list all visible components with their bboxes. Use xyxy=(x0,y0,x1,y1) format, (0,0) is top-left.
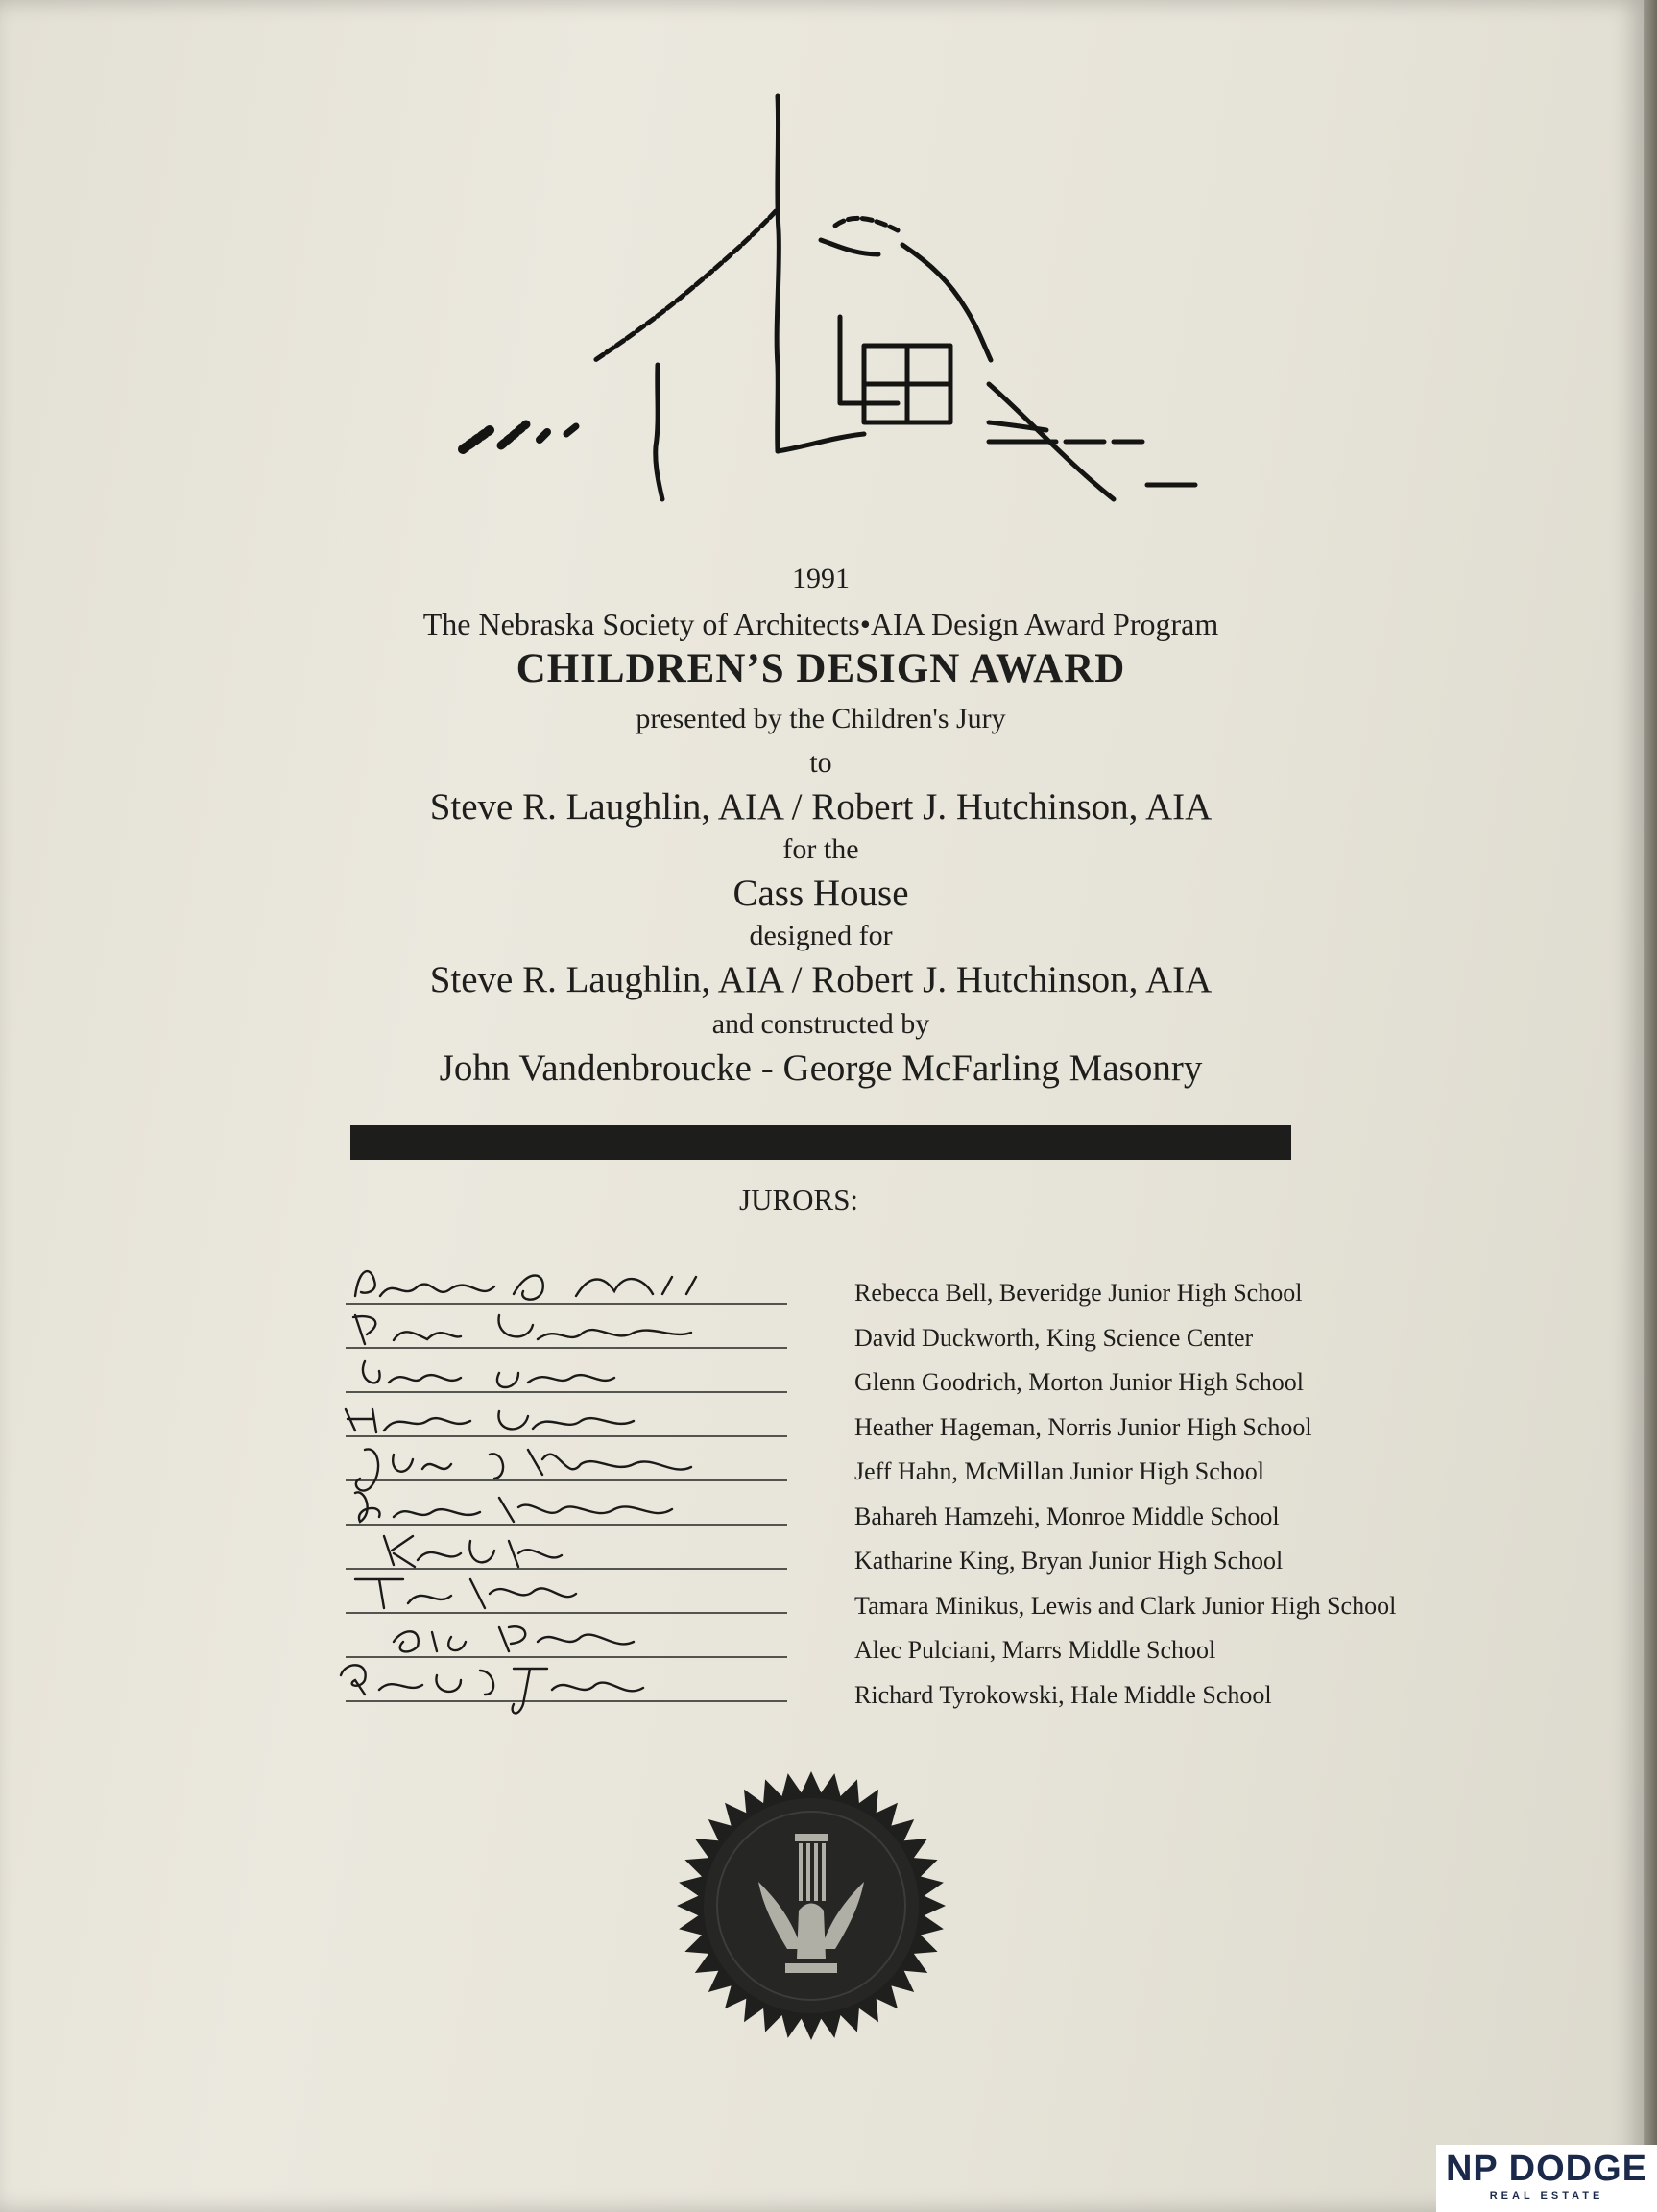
juror-name: Katharine King, Bryan Junior High School xyxy=(854,1547,1284,1575)
builders-line: John Vandenbroucke - George McFarling Masonry xyxy=(439,1047,1203,1089)
house-sketch-drawing xyxy=(451,77,1200,518)
client-line: Steve R. Laughlin, AIA / Robert J. Hutchinson, AIA xyxy=(429,959,1213,1000)
award-year: 1991 xyxy=(792,563,850,594)
project-name: Cass House xyxy=(732,873,909,914)
juror-name: David Duckworth, King Science Center xyxy=(854,1323,1254,1352)
aia-seal-icon xyxy=(672,1767,950,2045)
juror-name: Alec Pulciani, Marrs Middle School xyxy=(854,1636,1216,1664)
organization-line: The Nebraska Society of Architects•AIA Design Award Program xyxy=(422,607,1219,641)
juror-name: Jeff Hahn, McMillan Junior High School xyxy=(854,1457,1265,1485)
jurors-heading: JURORS: xyxy=(739,1183,859,1216)
designed-for-line: designed for xyxy=(749,920,893,951)
to-line: to xyxy=(809,747,832,779)
frame-edge xyxy=(1644,0,1657,2212)
juror-name: Richard Tyrokowski, Hale Middle School xyxy=(854,1680,1272,1709)
for-the-line: for the xyxy=(782,833,859,865)
juror-name: Heather Hageman, Norris Junior High School xyxy=(854,1412,1312,1441)
juror-name: Rebecca Bell, Beveridge Junior High School xyxy=(854,1279,1303,1307)
recipients-line: Steve R. Laughlin, AIA / Robert J. Hutchinson, AIA xyxy=(429,786,1213,828)
juror-signatures xyxy=(326,1248,826,1719)
juror-name: Bahareh Hamzehi, Monroe Middle School xyxy=(854,1502,1280,1530)
constructed-by-line: and constructed by xyxy=(711,1008,930,1040)
award-title: CHILDREN’S DESIGN AWARD xyxy=(516,646,1126,691)
divider-bar xyxy=(350,1125,1291,1160)
juror-name: Tamara Minikus, Lewis and Clark Junior High School xyxy=(854,1591,1397,1620)
logo-tagline: REAL ESTATE xyxy=(1489,2190,1604,2201)
presented-by-line: presented by the Children's Jury xyxy=(636,703,1006,734)
logo-brand: NP DODGE xyxy=(1445,2149,1647,2189)
juror-name-list xyxy=(854,1279,1526,1725)
np-dodge-logo xyxy=(1436,2145,1657,2212)
juror-name: Glenn Goodrich, Morton Junior High School xyxy=(854,1368,1304,1396)
